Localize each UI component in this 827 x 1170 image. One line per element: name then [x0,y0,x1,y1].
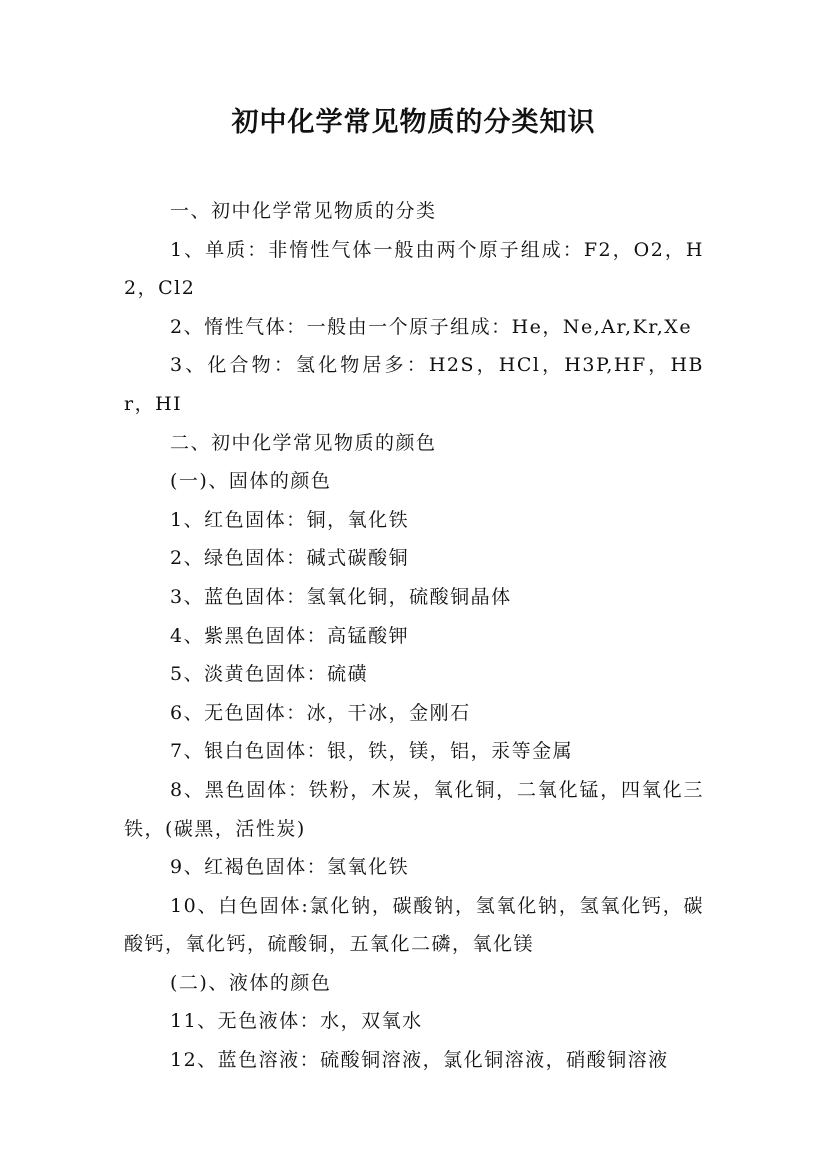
list-item-colorless-solids: 6、无色固体：冰，干冰，金刚石 [170,701,471,724]
subsection-heading-liquids: (二)、液体的颜色 [170,971,332,994]
list-item-white-solids: 10、白色固体:氯化钠，碳酸钠，氢氧化钠，氢氧化钙，碳酸钙，氧化钙，硫酸铜，五氧化二磷，氧化镁 [124,894,704,956]
list-item-purple-black-solids: 4、紫黑色固体：高锰酸钾 [170,624,410,647]
paragraph-inert-gases: 2、惰性气体：一般由一个原子组成：He，Ne,Ar,Kr,Xe [170,315,693,338]
list-item-green-solids: 2、绿色固体：碱式碳酸铜 [170,547,410,570]
list-item-silver-white-solids: 7、银白色固体：银，铁，镁，铝，汞等金属 [170,740,574,763]
list-item-blue-solids: 3、蓝色固体：氢氧化铜，硫酸铜晶体 [170,585,512,608]
paragraph-elements: 1、单质：非惰性气体一般由两个原子组成：F2，O2，H2，Cl2 [124,238,704,300]
list-item-blue-solutions: 12、蓝色溶液：硫酸铜溶液，氯化铜溶液，硝酸铜溶液 [170,1049,669,1072]
list-item-black-solids: 8、黑色固体：铁粉，木炭，氧化铜，二氧化锰，四氧化三铁，(碳黑，活性炭) [124,778,704,840]
list-item-pale-yellow-solids: 5、淡黄色固体：硫磺 [170,663,369,686]
document-title: 初中化学常见物质的分类知识 [231,107,596,138]
list-item-red-brown-solids: 9、红褐色固体：氢氧化铁 [170,856,410,879]
list-item-colorless-liquids: 11、无色液体：水，双氧水 [170,1010,423,1033]
section-heading-classification: 一、初中化学常见物质的分类 [170,200,437,222]
section-heading-colors: 二、初中化学常见物质的颜色 [170,431,437,454]
subsection-heading-solids: (一)、固体的颜色 [170,470,332,493]
list-item-red-solids: 1、红色固体：铜，氧化铁 [170,508,410,531]
document-body [124,192,704,1080]
paragraph-compounds: 3、化合物：氢化物居多：H2S，HCl，H3P,HF，HBr，HI [124,354,704,415]
